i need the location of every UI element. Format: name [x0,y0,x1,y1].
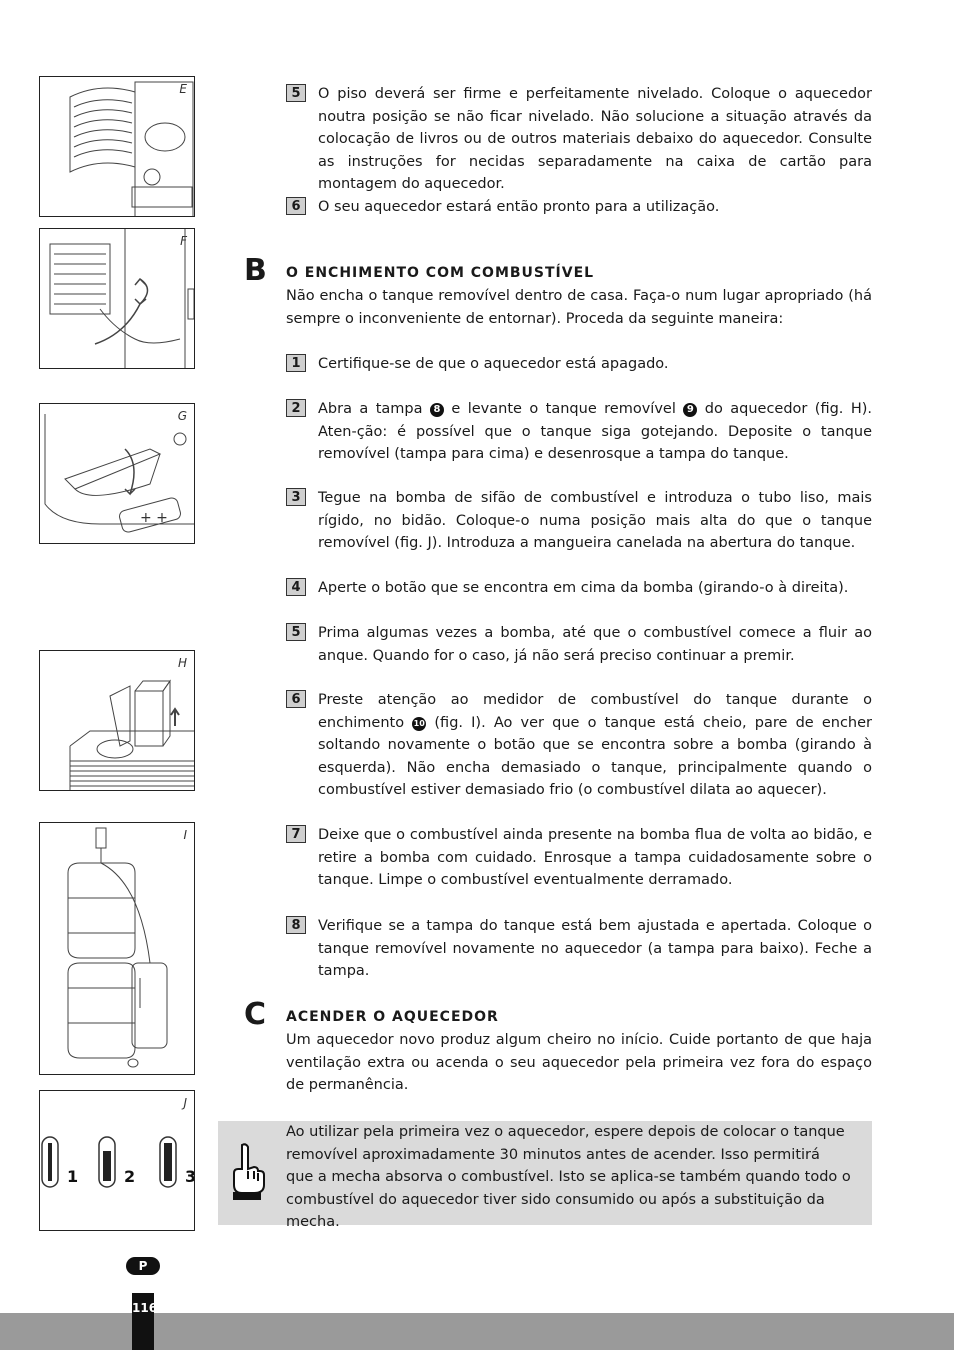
note-line: removível aproximadamente 30 minutos antes de acender. Isso permitirá [286,1146,820,1163]
step-b-8 [286,915,872,983]
step-text: Certifique-se de que o aquecedor está apagado. [318,356,669,372]
ref-number-9: 9 [683,403,697,417]
step-5-top [286,83,872,196]
section-c-intro: Um aquecedor novo produz algum cheiro no início. Cuide portanto de que haja ventilação extra ou acenda o seu aquecedor pela primeira vez fora do espaço de permanência. [286,1032,872,1093]
note-box [218,1121,872,1230]
page-number: 116 [132,1293,154,1350]
figure-label: J [183,1096,187,1110]
step-number: 4 [286,578,306,596]
note-line: Ao utilizar pela primeira vez o aquecedor, espere depois de colocar o tanque [286,1124,845,1140]
note-line: que a mecha absorva o combustível. Isto se aplica-se também quando todo o [286,1169,851,1185]
figure-i [39,822,195,1075]
section-letter-b: B [244,253,267,288]
fuel-gauge-illustration [40,1091,195,1231]
step-text: Tegue na bomba de sifão de combustível e introduza o tubo liso, mais rígido, no bidão. Coloque-o numa posição mais alta do que o tanque removível (fig. J). Introduza a mangueira canelada na abertura do tanque. [318,490,872,551]
step-text: Deixe que o combustível ainda presente na bomba flua de volta ao bidão, e retire a bomba com cuidado. Enrosque a tampa cuidadosamente sobre o tanque. Limpe o combustível eventualmente derramado. [318,827,872,888]
step-text: O piso deverá ser firme e perfeitamente nivelado. Coloque o aquecedor noutra posição se não ficar nivelado. Não solucione a situação através da colocação de livros ou de outros materiais debaixo do aquecedor. Consulte as instruções for necidas separadamente na caixa de cartão para montagem do aquecedor. [318,86,872,192]
step-text: O seu aquecedor estará então pronto para a utilização. [318,199,720,215]
figure-f [39,228,195,369]
step-text: Prima algumas vezes a bomba, até que o combustível comece a fluir ao anque. Quando for o caso, já não será preciso continuar a premir. [318,625,872,664]
step-text-part: Abra a tampa [318,401,430,417]
step-number: 2 [286,399,306,417]
ref-number-10: 10 [412,717,426,731]
section-title-c: ACENDER O AQUECEDOR [286,1009,499,1025]
battery-compartment-illustration [40,404,195,544]
step-6-top [286,196,872,219]
step-b-7 [286,824,872,892]
step-b-6 [286,689,872,802]
section-b-intro: Não encha o tanque removível dentro de casa. Faça-o num lugar apropriado (há sempre o inconveniente de entornar). Proceda da seguinte maneira: [286,288,872,327]
figure-j [39,1090,195,1231]
figure-label: E [179,82,187,96]
gauge-number: 2 [124,1167,136,1186]
figure-label: F [180,234,187,248]
step-text: Aperte o botão que se encontra em cima da bomba (girando-o à direita). [318,580,849,596]
step-number: 6 [286,690,306,708]
figure-g [39,403,195,544]
step-number: 3 [286,488,306,506]
step-b-4 [286,577,872,600]
step-text: Verifique se a tampa do tanque está bem ajustada e apertada. Coloque o tanque removível novamente no aquecedor (a tampa para baixo). Feche a tampa. [318,918,872,979]
note-line: combustível do aquecedor tiver sido consumido ou após a substituição da mecha. [286,1191,825,1230]
step-number: 8 [286,916,306,934]
step-text-part: e levante o tanque removível [443,401,684,417]
step-b-1 [286,353,872,376]
wick-adjust-illustration [40,229,195,369]
step-number: 5 [286,84,306,102]
step-number: 5 [286,623,306,641]
heater-grille-illustration [40,77,195,217]
step-number: 1 [286,354,306,372]
step-number: 6 [286,197,306,215]
note-text [286,1121,866,1234]
figure-label: G [177,409,187,423]
language-badge: P [126,1257,160,1275]
fuel-pump-illustration [40,823,195,1075]
step-b-3 [286,487,872,555]
figure-e [39,76,195,217]
step-text-part: Preste atenção ao medidor de combustível do tanque durante o enchimento [318,692,872,731]
figure-h [39,650,195,791]
section-title-b: O ENCHIMENTO COM COMBUSTÍVEL [286,265,595,281]
tank-removal-illustration [40,651,195,791]
gauge-number: 3 [185,1167,196,1186]
figure-label: H [177,656,187,670]
pointing-hand-icon [224,1141,268,1201]
figure-label: I [183,828,187,842]
step-b-5 [286,622,872,667]
svg-text:+ +: + + [140,510,168,526]
ref-number-8: 8 [430,403,444,417]
gauge-number: 1 [67,1167,79,1186]
step-text [318,689,872,802]
step-text-part: do aquecedor (fig. H). Aten-ção: é possível que o tanque siga gotejando. Deposite o tanque removível (tampa para cima) e desenrosque a tampa do tanque. [318,401,873,462]
step-text-part: (fig. I). Ao ver que o tanque está cheio, pare de encher soltando novamente o botão que se encontra sobre a bomba (girando à esquerda). Não encha demasiado o tanque, principalmente quando o combustível estiver demasiado frio (o combustível dilata ao aquecer). [318,714,872,798]
step-number: 7 [286,825,306,843]
step-text [318,398,872,466]
step-b-2 [286,398,872,466]
section-letter-c: C [244,997,267,1032]
